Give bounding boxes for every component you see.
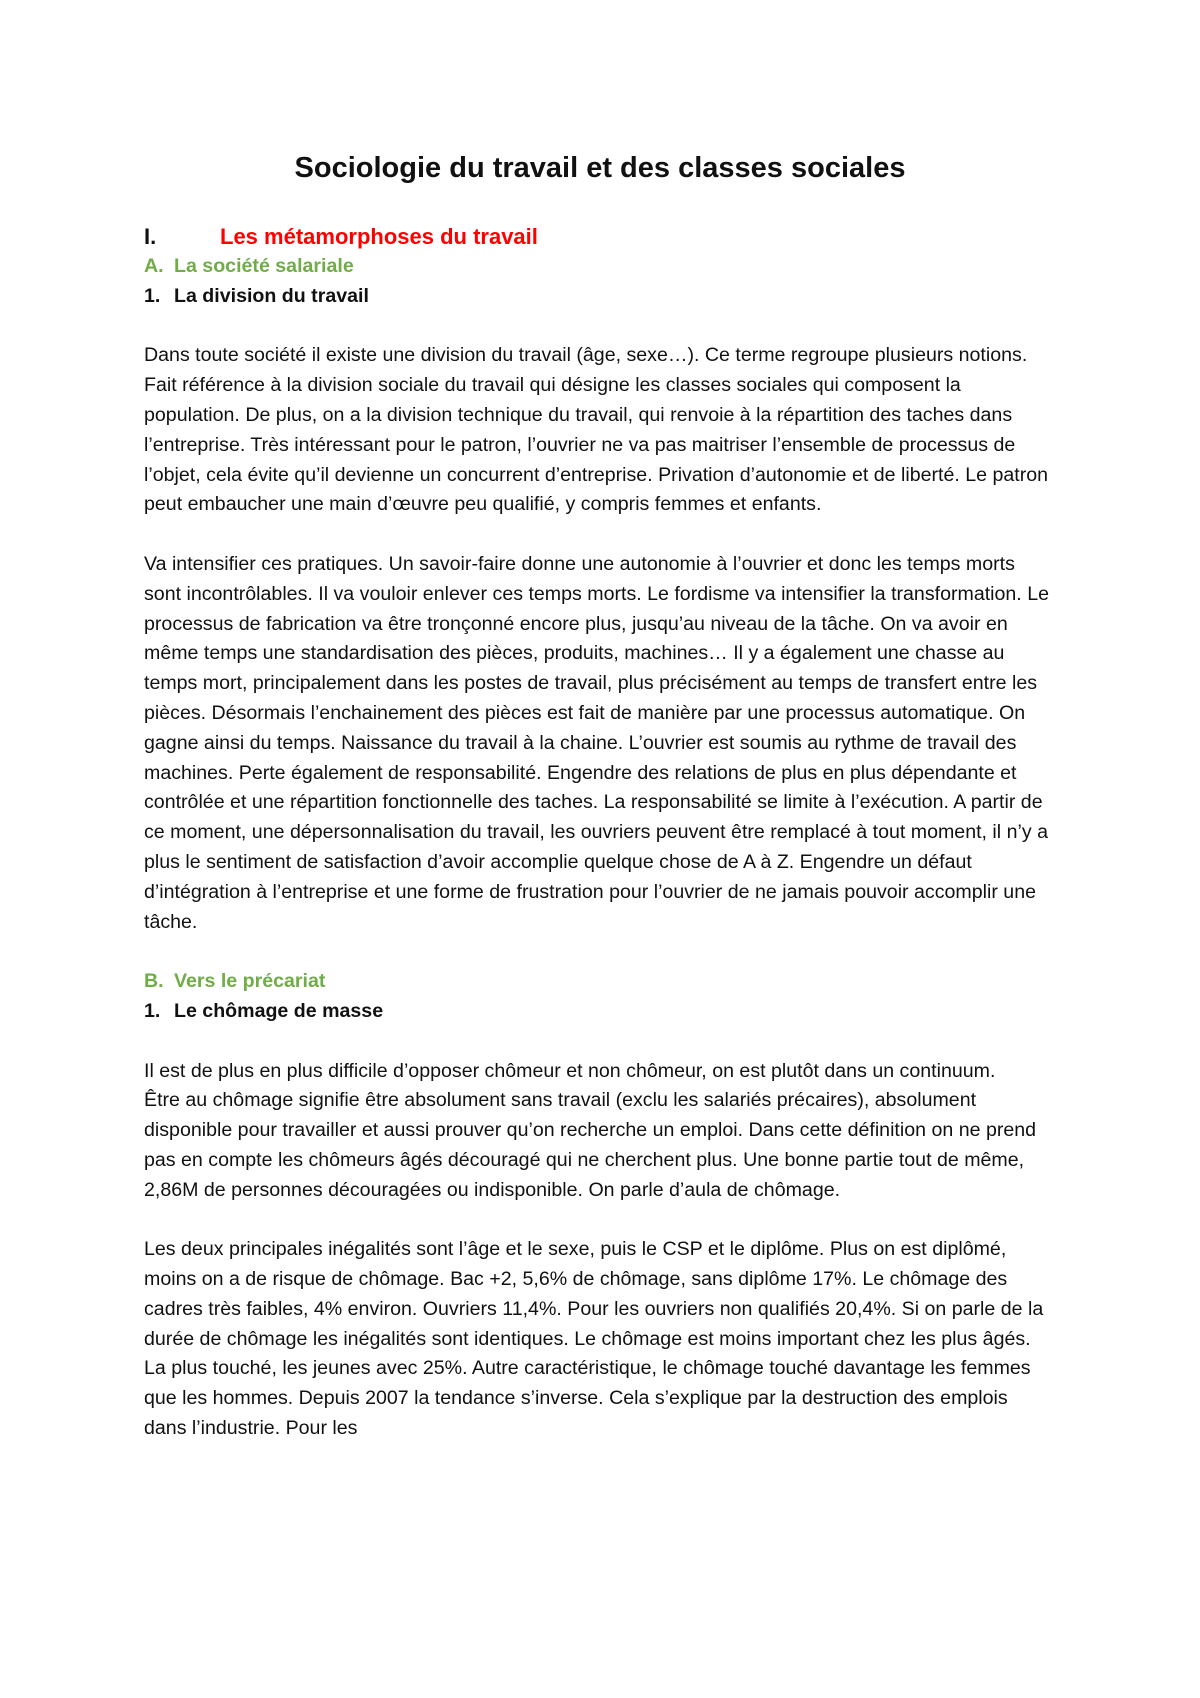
spacer	[144, 520, 1054, 550]
subsubsection-title: Le chômage de masse	[174, 999, 384, 1022]
section-number: I.	[144, 224, 157, 249]
subsubsection-heading-b1	[144, 997, 1054, 1027]
paragraph: Dans toute société il existe une division du travail (âge, sexe…). Ce terme regroupe plusieurs notions. Fait référence à la division sociale du travail qui désigne les classes sociales qui composent la population. De plus, on a la division technique du travail, qui renvoie à la répartition des taches dans l’entreprise. Très intéressant pour le patron, l’ouvrier ne va pas maitriser l’ensemble de processus de l’objet, cela évite qu’il devienne un concurrent d’entreprise. Privation d’autonomie et de liberté. Le patron peut embaucher une main d’œuvre peu qualifié, y compris femmes et enfants.	[144, 344, 1049, 516]
subsubsection-number: 1.	[144, 999, 161, 1022]
paragraph: Va intensifier ces pratiques. Un savoir-faire donne une autonomie à l’ouvrier et donc les temps morts sont incontrôlables. Il va vouloir enlever ces temps morts. Le fordisme va intensifier la transformation. Le processus de fabrication va être tronçonné encore plus, jusqu’au niveau de la tâche. On va avoir en même temps une standardisation des pièces, produits, machines… Il y a également une chasse au temps mort, principalement dans les postes de travail, plus précisément au temps de transfert entre les pièces. Désormais l’enchainement des pièces est fait de manière par une processus automatique. On gagne ainsi du temps. Naissance du travail à la chaine. L’ouvrier est soumis au rythme de travail des machines. Perte également de responsabilité. Engendre des relations de plus en plus dépendante et contrôlée et une répartition fonctionnelle des taches. La responsabilité se limite à l’exécution. A partir de ce moment, une dépersonnalisation du travail, les ouvriers peuvent être remplacé à tout moment, il n’y a plus le sentiment de satisfaction d’avoir accomplie quelque chose de A à Z. Engendre un défaut d’intégration à l’entreprise et une forme de frustration pour l’ouvrier de ne jamais pouvoir accomplir une tâche.	[144, 552, 1049, 933]
paragraph: Les deux principales inégalités sont l’âge et le sexe, puis le CSP et le diplôme. Plus on est diplômé, moins on a de risque de chômage. Bac +2, 5,6% de chômage, sans diplôme 17%. Le chômage des cadres très faibles, 4% environ. Ouvriers 11,4%. Pour les ouvriers non qualifiés 20,4%. Si on parle de la durée de chômage les inégalités sont identiques. Le chômage est moins important chez les plus âgés. La plus touché, les jeunes avec 25%. Autre caractéristique, le chômage touché davantage les femmes que les hommes. Depuis 2007 la tendance s’inverse. Cela s’explique par la destruction des emplois dans l’industrie. Pour les	[144, 1238, 1044, 1440]
document-title: Sociologie du travail et des classes sociales	[294, 152, 906, 184]
spacer	[144, 312, 1054, 342]
paragraph: Il est de plus en plus difficile d’opposer chômeur et non chômeur, on est plutôt dans un continuum.	[144, 1059, 996, 1082]
subsection-heading-a	[144, 252, 1054, 282]
subsection-title: Vers le précariat	[174, 970, 326, 993]
section-title: Les métamorphoses du travail	[220, 224, 538, 249]
section-heading	[144, 222, 1054, 252]
paragraph: Être au chômage signifie être absolument sans travail (exclu les salariés précaires), absolument disponible pour travailler et aussi prouver qu’on recherche un emploi. Dans cette définition on ne prend pas en compte les chômeurs âgés découragé qui ne cherchent plus. Une bonne partie tout de même, 2,86M de personnes découragées ou indisponible. On parle d’aula de chômage.	[144, 1089, 1037, 1201]
subsubsection-number: 1.	[144, 284, 161, 307]
spacer	[144, 937, 1054, 967]
spacer	[144, 1027, 1054, 1057]
subsection-letter: B.	[144, 970, 164, 993]
subsection-title: La société salariale	[174, 255, 354, 277]
subsubsection-title: La division du travail	[174, 284, 369, 307]
subsection-heading-b	[144, 967, 1054, 997]
subsubsection-heading-a1	[144, 282, 1054, 312]
subsection-letter: A.	[144, 255, 164, 277]
document-body	[144, 222, 1054, 1444]
spacer	[144, 1206, 1054, 1236]
